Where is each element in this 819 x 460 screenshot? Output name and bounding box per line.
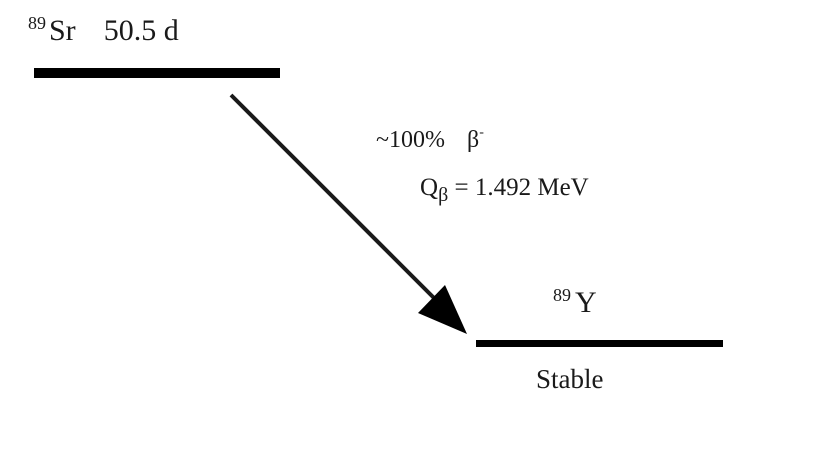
q-symbol: Q	[420, 174, 439, 201]
decay-arrow-head	[418, 285, 467, 334]
daughter-symbol: Y	[575, 286, 597, 319]
daughter-energy-level	[476, 340, 723, 347]
decay-mode-charge: -	[479, 125, 484, 140]
daughter-stability: Stable	[536, 364, 604, 394]
decay-mode: β	[466, 127, 480, 153]
branching-ratio: ~100%	[376, 127, 445, 153]
q-subscript: β	[438, 184, 449, 206]
parent-mass-number: 89	[28, 13, 46, 33]
q-value-label	[420, 174, 589, 206]
daughter-mass-number: 89	[553, 285, 571, 305]
branching-label	[376, 125, 484, 153]
q-value: = 1.492 MeV	[454, 174, 589, 201]
daughter-nuclide-label	[553, 285, 597, 319]
parent-symbol: Sr	[49, 14, 76, 47]
parent-half-life: 50.5 d	[103, 14, 179, 47]
